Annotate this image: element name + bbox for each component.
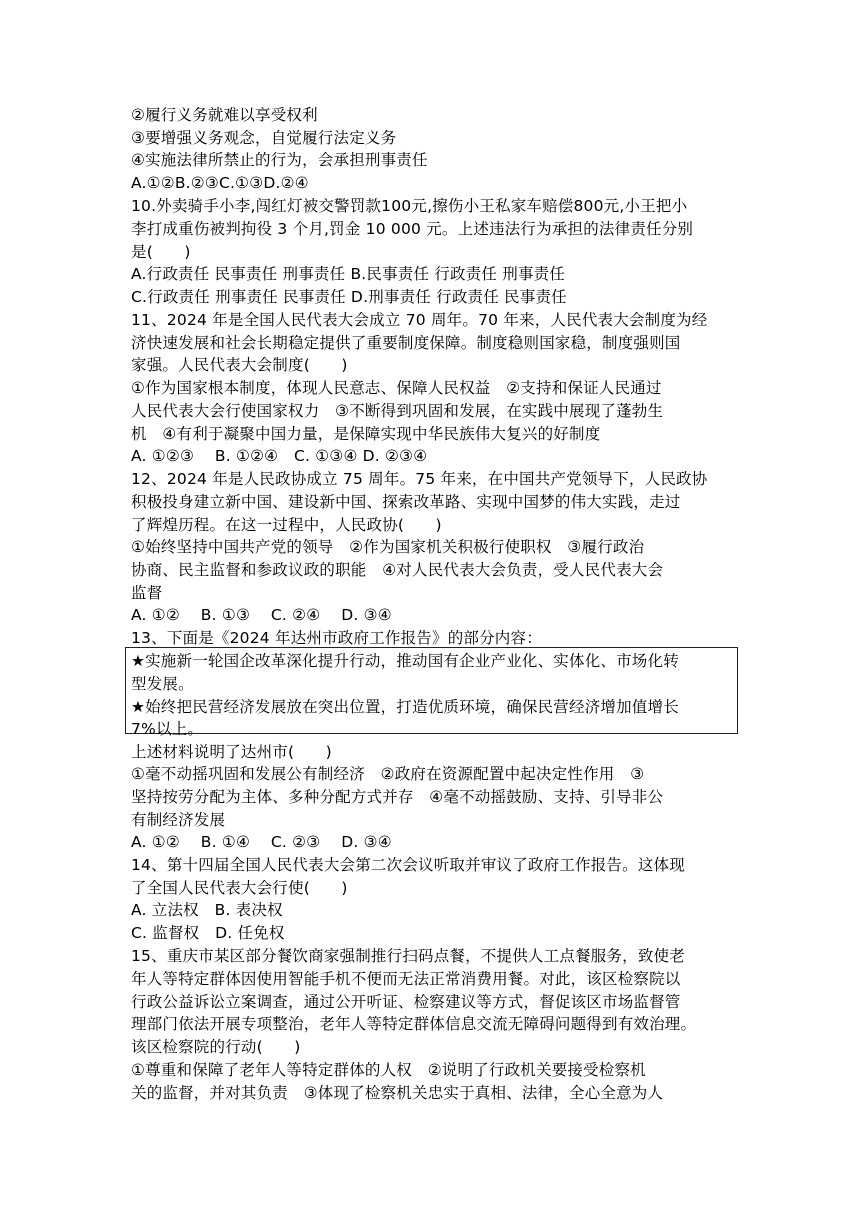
text-line: C. 监督权 D. 任免权 bbox=[131, 924, 285, 942]
text-line: 济快速发展和社会长期稳定提供了重要制度保障。制度稳则国家稳，制度强则国 bbox=[131, 334, 681, 352]
text-line: ★始终把民营经济发展放在突出位置，打造优质环境，确保民营经济增加值增长 bbox=[131, 698, 679, 716]
text-line: 是( ) bbox=[131, 243, 191, 261]
text-line: A.行政责任 民事责任 刑事责任 B.民事责任 行政责任 刑事责任 bbox=[131, 265, 566, 283]
text-line: 该区检察院的行动( ) bbox=[131, 1038, 301, 1056]
text-line: 11、2024 年是全国人民代表大会成立 70 周年。70 年来，人民代表大会制度为经 bbox=[131, 311, 708, 329]
text-line: 了辉煌历程。在这一过程中，人民政协( ) bbox=[131, 516, 442, 534]
text-line: ④实施法律所禁止的行为，会承担刑事责任 bbox=[131, 151, 428, 169]
text-line: ③要增强义务观念，自觉履行法定义务 bbox=[131, 129, 397, 147]
text-line: ②履行义务就难以享受权利 bbox=[131, 106, 318, 124]
text-line: 协商、民主监督和参政议政的职能 ④对人民代表大会负责，受人民代表大会 bbox=[131, 561, 664, 579]
text-line: 13、下面是《2024 年达州市政府工作报告》的部分内容： bbox=[131, 629, 542, 647]
text-line: A. ①② B. ①③ C. ②④ D. ③④ bbox=[131, 606, 392, 624]
text-line: A. ①② B. ①④ C. ②③ D. ③④ bbox=[131, 833, 392, 851]
text-line: A.①②B.②③C.①③D.②④ bbox=[131, 174, 309, 192]
text-line: 关的监督，并对其负责 ③体现了检察机关忠实于真相、法律，全心全意为人 bbox=[131, 1084, 664, 1102]
text-line: A. ①②③ B. ①②④ C. ①③④ D. ②③④ bbox=[131, 447, 428, 465]
text-line: ①毫不动摇巩固和发展公有制经济 ②政府在资源配置中起决定性作用 ③ bbox=[131, 765, 645, 783]
text-line: A. 立法权 B. 表决权 bbox=[131, 901, 283, 919]
text-line: 家强。人民代表大会制度( ) bbox=[131, 356, 348, 374]
text-line: 理部门依法开展专项整治，老年人等特定群体信息交流无障碍问题得到有效治理。 bbox=[131, 1015, 697, 1033]
text-line: 7%以上。 bbox=[131, 720, 204, 738]
text-line: ①始终坚持中国共产党的领导 ②作为国家机关积极行使职权 ③履行政治 bbox=[131, 538, 645, 556]
text-line: 监督 bbox=[131, 584, 163, 602]
text-line: 有制经济发展 bbox=[131, 811, 226, 829]
text-line: 15、重庆市某区部分餐饮商家强制推行扫码点餐，不提供人工点餐服务，致使老 bbox=[131, 947, 685, 965]
text-line: 14、第十四届全国人民代表大会第二次会议听取并审议了政府工作报告。这体现 bbox=[131, 856, 685, 874]
text-line: 年人等特定群体因使用智能手机不便而无法正常消费用餐。对此，该区检察院以 bbox=[131, 970, 681, 988]
text-line: ①尊重和保障了老年人等特定群体的人权 ②说明了行政机关要接受检察机 bbox=[131, 1061, 646, 1079]
text-line: 型发展。 bbox=[131, 675, 194, 693]
text-line: 李打成重伤被判拘役 3 个月,罚金 10 000 元。上述违法行为承担的法律责任分别 bbox=[131, 220, 694, 238]
text-line: 12、2024 年是人民政协成立 75 周年。75 年来，在中国共产党领导下，人民政协 bbox=[131, 470, 708, 488]
text-line: 积极投身建立新中国、建设新中国、探索改革路、实现中国梦的伟大实践，走过 bbox=[131, 493, 681, 511]
text-line: 10.外卖骑手小李,闯红灯被交警罚款100元,擦伤小王私家车赔偿800元,小王把小 bbox=[131, 197, 688, 215]
text-line: ①作为国家根本制度，体现人民意志、保障人民权益 ②支持和保证人民通过 bbox=[131, 379, 662, 397]
text-line: 人民代表大会行使国家权力 ③不断得到巩固和发展，在实践中展现了蓬勃生 bbox=[131, 402, 664, 420]
text-line: 了全国人民代表大会行使( ) bbox=[131, 879, 348, 897]
text-line: C.行政责任 刑事责任 民事责任 D.刑事责任 行政责任 民事责任 bbox=[131, 288, 567, 306]
text-line: 坚持按劳分配为主体、多种分配方式并存 ④毫不动摇鼓励、支持、引导非公 bbox=[131, 788, 664, 806]
text-line: 上述材料说明了达州市( ) bbox=[131, 743, 332, 761]
text-line: 行政公益诉讼立案调查，通过公开听证、检察建议等方式，督促该区市场监督管 bbox=[131, 993, 681, 1011]
text-line: 机 ④有利于凝聚中国力量，是保障实现中华民族伟大复兴的好制度 bbox=[131, 425, 601, 443]
text-line: ★实施新一轮国企改革深化提升行动，推动国有企业产业化、实体化、市场化转 bbox=[131, 652, 679, 670]
